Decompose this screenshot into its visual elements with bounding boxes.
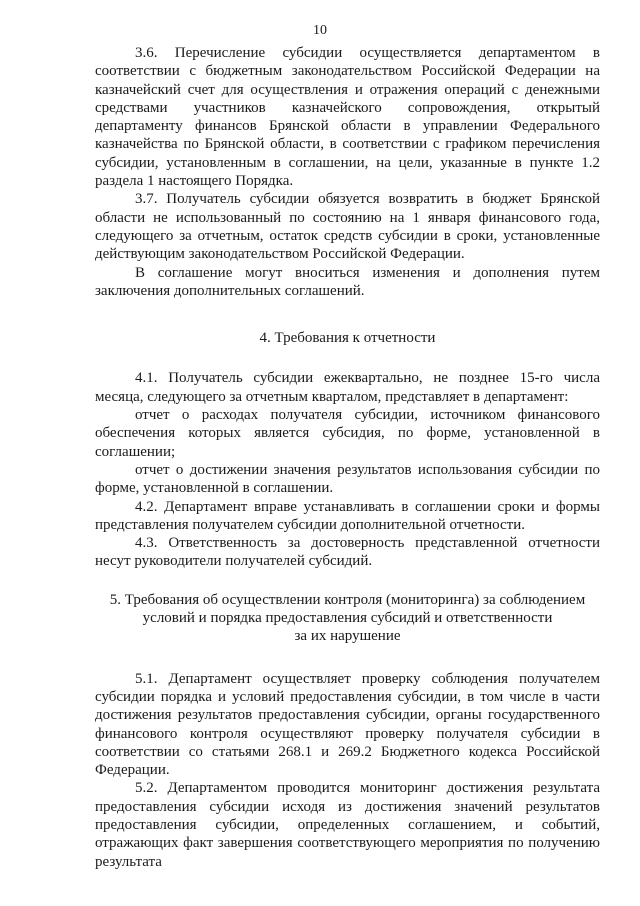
paragraph-5-2: 5.2. Департаментом проводится мониторинг достижения результата предоставления субсидии исходя из достижения значений результатов предоставления субсидии, определенных соглашением, и событий, отражающих факт завершения соответствующего мероприятия по получению результата [95,780,600,870]
paragraph-4-1-results-report: отчет о достижении значения результатов использования субсидии по форме, установленной в соглашении. [95,461,600,497]
section-5-heading-line: условий и порядка предоставления субсидий и ответственности [142,610,553,627]
section-5-heading-line: 5. Требования об осуществлении контроля (мониторинга) за соблюдением [109,591,586,608]
page-number: 10 [313,23,327,38]
paragraph-3-6: 3.6. Перечисление субсидии осуществляется департаментом в соответствии с бюджетным законодательством Российской Федерации на казначейский счет для осуществления и отражения операций с денежными средствами участников казначейского сопровождения, открытый департаменту финансов Брянской области в управлении Федерального казначейства по Брянской области, в соответствии с графиком перечисления субсидии, установленным в соглашении, на цели, указанные в пункте 1.2 раздела 1 настоящего Порядка. [95,45,600,190]
paragraph-5-1: 5.1. Департамент осуществляет проверку соблюдения получателем субсидии порядка и условий предоставления субсидии, в том числе в части достижения результатов предоставления субсидии, органы государственного финансового контроля осуществляют проверку получателя субсидии в соответствии со статьями 268.1 и 269.2 Бюджетного кодекса Российской Федерации. [95,670,600,779]
section-5-heading [95,591,600,646]
document-body [95,44,600,871]
paragraph-4-1-expense-report: отчет о расходах получателя субсидии, источником финансового обеспечения которых является субсидия, по форме, установленной в соглашении; [95,407,600,460]
paragraph-4-3: 4.3. Ответственность за достоверность представленной отчетности несут руководители получателей субсидий. [95,535,600,570]
paragraph-4-1: 4.1. Получатель субсидии ежеквартально, не позднее 15-го числа месяца, следующего за отчетным кварталом, представляет в департамент: [95,370,600,405]
section-4-heading: 4. Требования к отчетности [259,330,436,347]
paragraph-3-7: 3.7. Получатель субсидии обязуется возвратить в бюджет Брянской области не использованный по состоянию на 1 января финансового года, следующего за отчетным, остаток средств субсидии в сроки, установленные действующим законодательством Российской Федерации. [95,191,600,263]
paragraph-agreement-changes: В соглашение могут вноситься изменения и дополнения путем заключения дополнительных соглашений. [95,264,600,299]
paragraph-4-2: 4.2. Департамент вправе устанавливать в соглашении сроки и формы представления получателем субсидии дополнительной отчетности. [95,498,600,533]
section-5-heading-line: за их нарушение [294,628,401,645]
